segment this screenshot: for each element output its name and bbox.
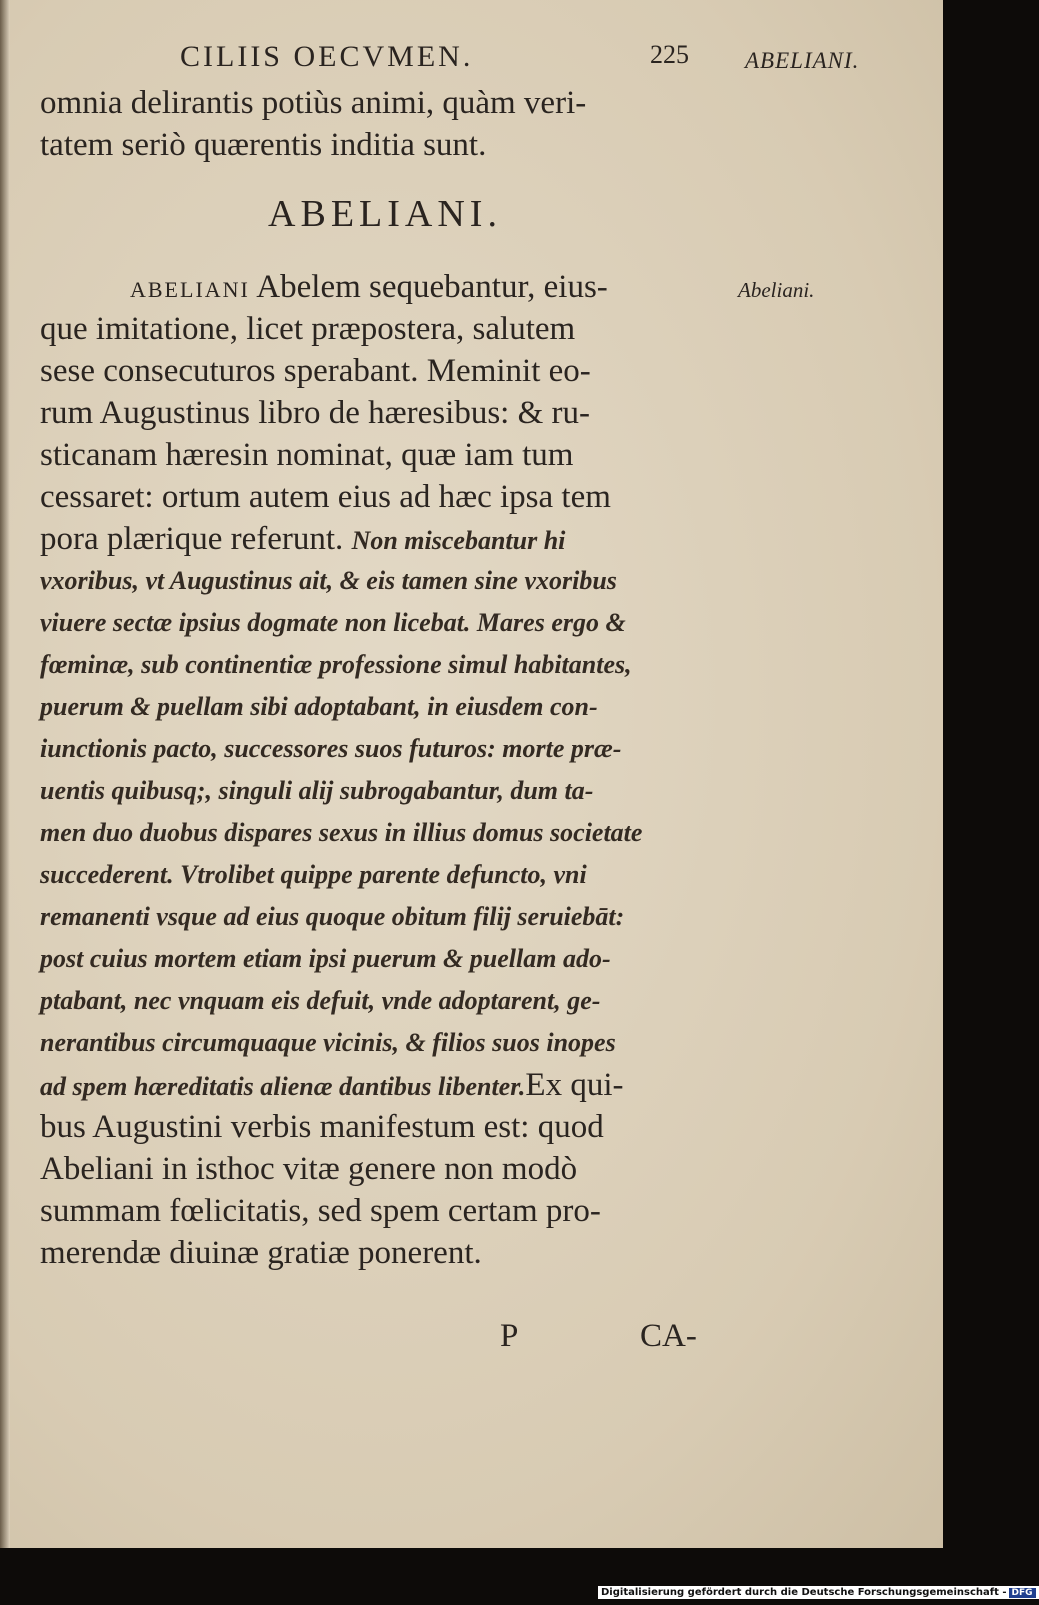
text-line: Abeliani in isthoc vitæ genere non modò <box>40 1151 578 1187</box>
credit-text: Digitalisierung gefördert durch die Deutsche Forschungsgemeinschaft - <box>601 1587 1007 1598</box>
signature-mark: P <box>500 1318 519 1354</box>
text-line: que imitatione, licet præpostera, salutem <box>40 311 576 347</box>
text-line <box>40 518 730 560</box>
page-gutter-shadow <box>0 0 10 1548</box>
page-number: 225 <box>650 40 689 69</box>
text-line: merendæ diuinæ gratiæ ponerent. <box>40 1235 482 1271</box>
italic-fragment: ad spem hæreditatis alienæ dantibus libenter. <box>40 1072 526 1101</box>
text-fragment: Abelem sequebantur, eius- <box>249 269 608 305</box>
text-fragment: Ex qui- <box>525 1067 624 1103</box>
quotation-line: viuere sectæ ipsius dogmate non licebat. Mares ergo & <box>40 608 626 637</box>
text-line: summam fœlicitatis, sed spem certam pro- <box>40 1193 601 1229</box>
margin-note: Abeliani. <box>738 278 815 302</box>
dfg-logo: DFG <box>1009 1588 1036 1598</box>
page-header <box>180 40 720 80</box>
text-fragment: pora plærique referunt. <box>40 521 352 557</box>
text-line <box>40 1064 730 1106</box>
quotation-line: uentis quibusq;, singuli alij subrogabantur, dum ta- <box>40 776 594 805</box>
quotation-line: ptabant, nec vnquam eis defuit, vnde adoptarent, ge- <box>40 986 601 1015</box>
text-line: omnia delirantis potiùs animi, quàm veri- <box>40 85 587 121</box>
italic-fragment: Non miscebantur hi <box>351 526 566 555</box>
margin-header: ABELIANI. <box>745 48 860 73</box>
text-line: rum Augustinus libro de hæresibus: & ru- <box>40 395 590 431</box>
quotation-line: succederent. Vtrolibet quippe parente defuncto, vni <box>40 860 587 889</box>
quotation-line: iunctionis pacto, successores suos futuros: morte præ- <box>40 734 622 763</box>
running-title: CILIIS OECVMEN. <box>180 40 474 73</box>
digitization-credit <box>598 1586 1039 1599</box>
quotation-line: post cuius mortem etiam ipsi puerum & puellam ado- <box>40 944 611 973</box>
quotation-line: puerum & puellam sibi adoptabant, in eiusdem con- <box>40 692 598 721</box>
text-line <box>40 266 730 308</box>
text-block <box>40 82 730 1274</box>
smallcaps-word: ABELIANI <box>130 277 250 302</box>
text-line: sticanam hæresin nominat, quæ iam tum <box>40 437 574 473</box>
quotation-line: nerantibus circumquaque vicinis, & filios suos inopes <box>40 1028 616 1057</box>
page-footer <box>40 1318 730 1368</box>
quotation-line: fœminæ, sub continentiæ professione simul habitantes, <box>40 650 632 679</box>
text-line: tatem seriò quærentis inditia sunt. <box>40 127 487 163</box>
text-line: cessaret: ortum autem eius ad hæc ipsa tem <box>40 479 611 515</box>
section-heading: ABELIANI. <box>268 193 502 235</box>
quotation-line: men duo duobus dispares sexus in illius domus societate <box>40 818 643 847</box>
text-line: sese consecuturos sperabant. Meminit eo- <box>40 353 591 389</box>
quotation-line: remanenti vsque ad eius quoque obitum filij seruiebāt: <box>40 902 625 931</box>
catchword: CA- <box>640 1318 697 1354</box>
text-line: bus Augustini verbis manifestum est: quod <box>40 1109 604 1145</box>
quotation-line: vxoribus, vt Augustinus ait, & eis tamen sine vxoribus <box>40 566 617 595</box>
